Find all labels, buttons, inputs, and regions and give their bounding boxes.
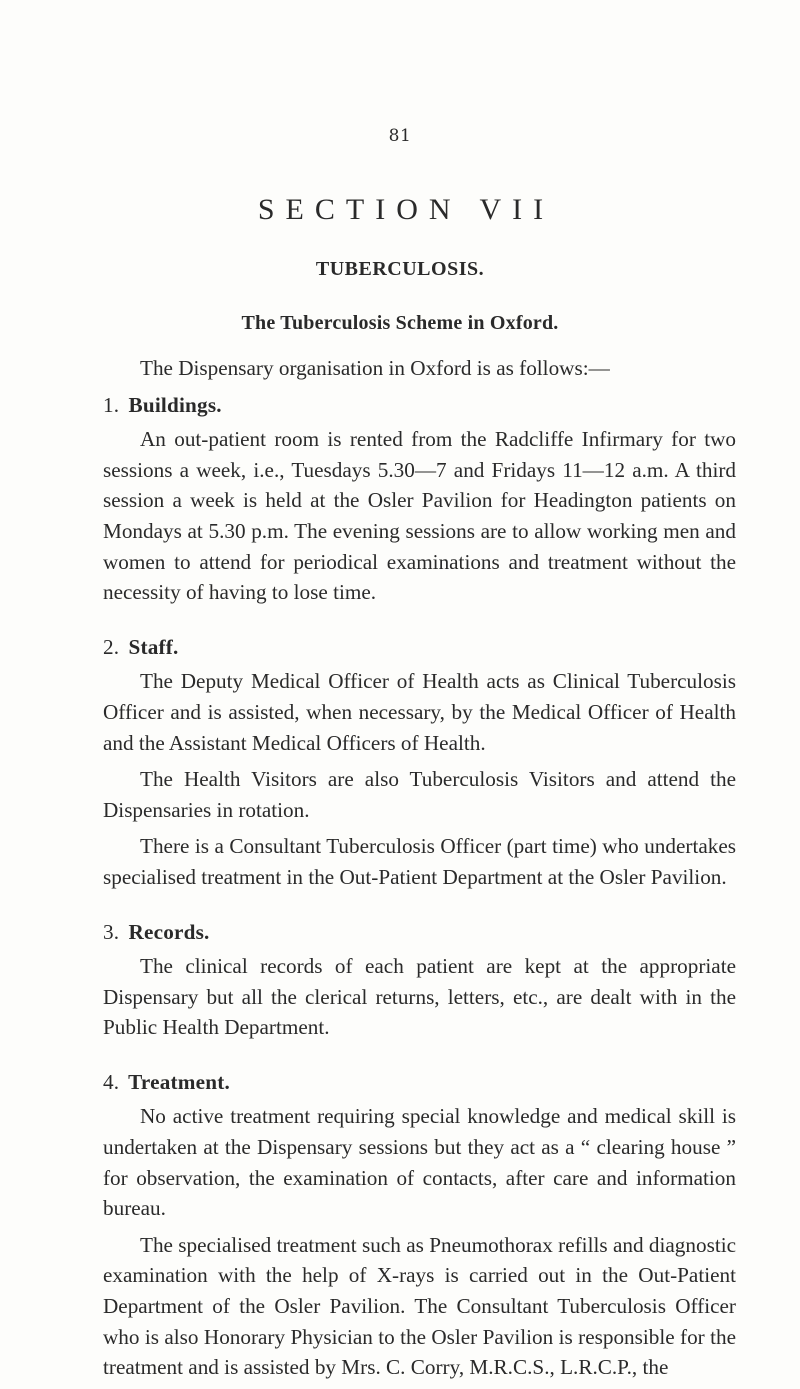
paragraph: The Health Visitors are also Tuberculosis Visitors and attend the Dispensaries in rotation. xyxy=(103,767,736,822)
paragraph: No active treatment requiring special knowledge and medical skill is undertaken at the Dispensary sessions but they act as a “ clearing house ” for observation, the examination of contacts, after care and information bureau. xyxy=(103,1104,736,1221)
section-heading-text: Records. xyxy=(128,919,210,944)
paragraph: The clinical records of each patient are kept at the appropriate Dispensary but all the clerical returns, letters, etc., are dealt with in the Public Health Department. xyxy=(103,954,736,1040)
section-heading-text: Treatment. xyxy=(128,1069,230,1094)
paragraph: The specialised treatment such as Pneumothorax refills and diagnostic examination with the help of X-rays is carried out in the Out-Patient Department of the Osler Pavilion. The Consultant Tuberculosis Officer who is also Honorary Physician to the Osler Pavilion is responsible for the treatment and is assisted by Mrs. C. Corry, M.R.C.S., L.R.C.P., the xyxy=(103,1232,736,1380)
section-heading-text: Buildings. xyxy=(128,392,222,417)
section-title: SECTION VII xyxy=(257,193,555,226)
section-heading xyxy=(103,632,736,663)
scheme-title: The Tuberculosis Scheme in Oxford. xyxy=(241,312,559,334)
section-number: 1. xyxy=(103,392,120,417)
paragraph: The Deputy Medical Officer of Health acts as Clinical Tuberculosis Officer and is assisted, when necessary, by the Medical Officer of Health and the Assistant Medical Officers of Health. xyxy=(103,669,736,755)
section-number: 4. xyxy=(103,1069,120,1094)
page-number: 81 xyxy=(388,126,412,146)
section-heading xyxy=(103,1067,736,1098)
section-staff xyxy=(103,632,736,893)
section-treatment xyxy=(103,1067,736,1383)
section-heading-text: Staff. xyxy=(128,634,179,659)
intro-paragraph: The Dispensary organisation in Oxford is as follows:— xyxy=(140,356,610,380)
subject-title: TUBERCULOSIS. xyxy=(315,258,485,280)
paragraph: An out-patient room is rented from the Radcliffe Infirmary for two sessions a week, i.e., Tuesdays 5.30—7 and Fridays 11—12 a.m. A third session a week is held at the Osler Pavilion for Headington patients on Mondays at 5.30 p.m. The evening sessions are to allow working men and women to attend for periodical examinations and treatment without the necessity of having to lose time. xyxy=(103,427,736,605)
document-body xyxy=(103,353,736,1389)
section-heading xyxy=(103,390,736,421)
section-buildings xyxy=(103,390,736,608)
section-number: 2. xyxy=(103,634,120,659)
section-number: 3. xyxy=(103,919,120,944)
paragraph: There is a Consultant Tuberculosis Officer (part time) who undertakes specialised treatment in the Out-Patient Department at the Osler Pavilion. xyxy=(103,834,736,889)
section-heading xyxy=(103,917,736,948)
section-records xyxy=(103,917,736,1043)
